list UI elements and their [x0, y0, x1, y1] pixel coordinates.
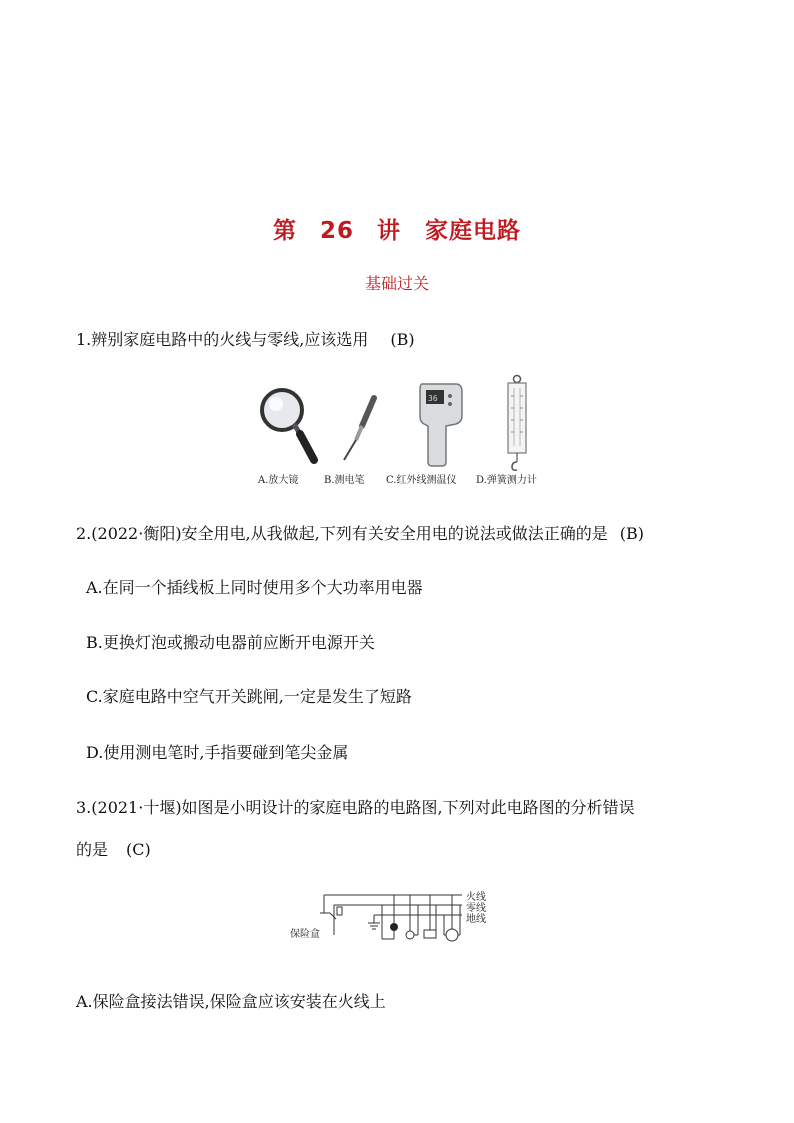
question-2-option-a: A.在同一个插线板上同时使用多个大功率用电器: [86, 578, 423, 597]
svg-text:36: 36: [428, 394, 438, 403]
section-heading: 基础过关: [364, 274, 429, 293]
ground-wire-label: 地线: [466, 914, 486, 925]
live-wire-label: 火线: [466, 892, 486, 903]
question-2-option-d: D.使用测电笔时,手指要碰到笔尖金属: [86, 743, 349, 762]
neutral-wire-label: 零线: [466, 903, 486, 914]
caption-test-pen: B.测电笔: [324, 475, 365, 486]
caption-spring-scale: D.弹簧测力计: [476, 475, 537, 486]
question-1-stem: 1.辨别家庭电路中的火线与零线,应该选用: [76, 330, 369, 349]
question-3-stem-line2: [76, 837, 151, 860]
question-2-option-b: B.更换灯泡或搬动电器前应断开电源开关: [86, 633, 375, 652]
infrared-thermometer-icon: [416, 382, 466, 468]
circuit-diagram: [290, 883, 510, 945]
question-3-stem-line1: 3.(2021·十堰)如图是小明设计的家庭电路的电路图,下列对此电路图的分析错误: [76, 798, 635, 817]
question-1: [76, 327, 415, 350]
page-title: 第 26 讲 家庭电路: [272, 218, 522, 244]
caption-magnifier: A.放大镜: [258, 475, 299, 486]
question-2-stem: 2.(2022·衡阳)安全用电,从我做起,下列有关安全用电的说法或做法正确的是: [76, 524, 608, 543]
spring-scale-icon: [502, 374, 532, 472]
question-1-answer: (B): [390, 330, 415, 349]
question-2: [76, 521, 644, 544]
question-2-option-c: C.家庭电路中空气开关跳闸,一定是发生了短路: [86, 687, 412, 706]
question-1-figure: [250, 372, 560, 490]
question-3-option-a: A.保险盒接法错误,保险盒应该安装在火线上: [76, 992, 386, 1011]
caption-thermometer: C.红外线测温仪: [386, 475, 457, 486]
question-3-stem-end: 的是: [76, 840, 109, 859]
question-2-answer: (B): [619, 524, 644, 543]
fuse-box-label: 保险盒: [290, 929, 320, 940]
magnifier-icon: [258, 386, 318, 466]
question-3-answer: (C): [126, 840, 151, 859]
test-pen-icon: [340, 394, 380, 464]
